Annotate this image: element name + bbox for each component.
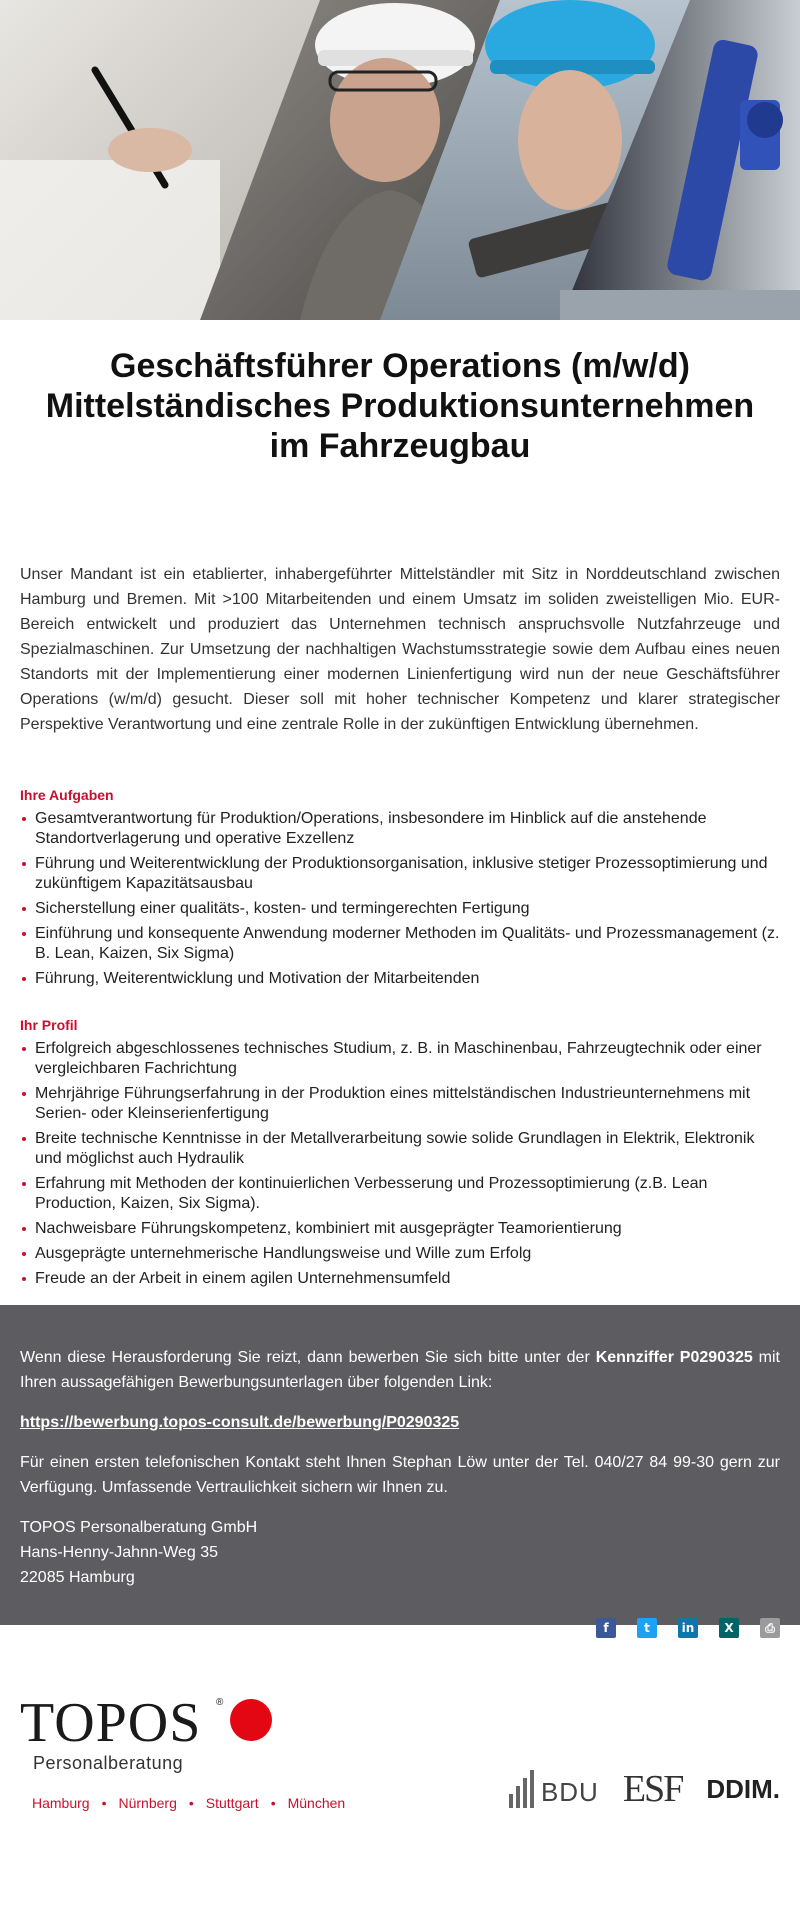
bdu-bar-icon bbox=[516, 1786, 520, 1808]
facebook-icon[interactable]: f bbox=[596, 1618, 616, 1638]
bdu-logo bbox=[509, 1770, 599, 1808]
office-locations bbox=[32, 1795, 345, 1811]
job-title-line-1: Geschäftsführer Operations (m/w/d) bbox=[110, 347, 690, 385]
company-name: TOPOS Personalberatung GmbH bbox=[20, 1519, 258, 1536]
apply-text bbox=[20, 1345, 780, 1395]
list-item: Mehrjährige Führungserfahrung in der Produktion eines mittelständischen Industrieunternehmens mit Serien- oder Kleinserienfertigung bbox=[35, 1084, 780, 1124]
footer bbox=[0, 1625, 800, 1835]
list-item: Nachweisbare Führungskompetenz, kombiniert mit ausgeprägter Teamorientierung bbox=[35, 1219, 780, 1239]
separator: • bbox=[270, 1795, 276, 1811]
hero-illustration bbox=[0, 0, 800, 320]
job-title-line-2: Mittelständisches Produktionsunternehmen bbox=[45, 387, 755, 425]
bdu-bar-icon bbox=[523, 1778, 527, 1808]
phone-text: Für einen ersten telefonischen Kontakt steht Ihnen Stephan Löw unter der Tel. 040/27 84 99-30 gern zur Verfügung. Umfassende Vertraulichkeit sichern wir Ihnen zu. bbox=[20, 1454, 780, 1496]
list-item: Breite technische Kenntnisse in der Metallverarbeitung sowie solide Grundlagen in Elektrik, Elektronik und möglichst auch Hydraulik bbox=[35, 1129, 780, 1169]
city-hamburg: Hamburg bbox=[32, 1795, 90, 1811]
application-link[interactable]: https://bewerbung.topos-consult.de/bewerbung/P0290325 bbox=[20, 1414, 460, 1431]
tasks-heading: Ihre Aufgaben bbox=[20, 787, 114, 803]
company-street: Hans-Henny-Jahnn-Weg 35 bbox=[20, 1544, 219, 1561]
twitter-icon[interactable]: t bbox=[637, 1618, 657, 1638]
list-item: Führung, Weiterentwicklung und Motivation der Mitarbeitenden bbox=[35, 969, 780, 989]
tasks-list bbox=[0, 809, 800, 989]
job-title-line-3: im Fahrzeugbau bbox=[269, 427, 531, 465]
list-item: Führung und Weiterentwicklung der Produktionsorganisation, inklusive stetiger Prozessoptimierung und zukünftigem Kapazitätsausbau bbox=[35, 854, 780, 894]
profile-list bbox=[0, 1039, 800, 1289]
print-icon[interactable]: ⎙ bbox=[760, 1618, 780, 1638]
bdu-text: BDU bbox=[540, 1777, 599, 1807]
job-title-block bbox=[0, 320, 800, 466]
association-logos bbox=[509, 1767, 780, 1811]
list-item: Sicherstellung einer qualitäts-, kosten- und termingerechten Fertigung bbox=[35, 899, 780, 919]
separator: • bbox=[188, 1795, 194, 1811]
logo-registered-mark: ® bbox=[216, 1697, 224, 1708]
list-item: Gesamtverantwortung für Produktion/Operations, insbesondere im Hinblick auf die anstehende Standortverlagerung und operative Exzellenz bbox=[35, 809, 780, 849]
job-title bbox=[30, 346, 770, 466]
job-intro: Unser Mandant ist ein etablierter, inhabergeführter Mittelständler mit Sitz in Norddeutschland zwischen Hamburg und Bremen. Mit >100 Mitarbeitenden und einem Umsatz im soliden zweistelligen Mio. EUR-Bereich entwickelt und produziert das Unternehmen technisch anspruchsvolle Nutzfahrzeuge und Spezialmaschinen. Zur Umsetzung der nachhaltigen Wachstumsstrategie sowie dem Aufbau eines neuen Standorts mit der Implementierung einer modernen Linienfertigung wird nun der neue Geschäftsführer Operations (w/m/d) gesucht. Dieser soll mit hoher technischer Kompetenz und klarer strategischer Perspektive Verantwortung und eine zentrale Rolle in der zukünftigen Entwicklung übernehmen. bbox=[20, 566, 780, 733]
bdu-bar-icon bbox=[509, 1794, 513, 1808]
separator: • bbox=[101, 1795, 107, 1811]
apply-text-after: mit Ihren aussagefähigen Bewerbungsunterlagen über folgenden Link: bbox=[20, 1349, 781, 1391]
logo-subtitle: Personalberatung bbox=[33, 1753, 184, 1773]
list-item: Freude an der Arbeit in einem agilen Unternehmensumfeld bbox=[35, 1269, 780, 1289]
logo-wordmark: TOPOS bbox=[20, 1692, 202, 1754]
apply-text-before: Wenn diese Herausforderung Sie reizt, dann bewerben Sie sich bitte unter der bbox=[20, 1349, 596, 1366]
topos-logo bbox=[20, 1692, 224, 1773]
list-item: Erfahrung mit Methoden der kontinuierlichen Verbesserung und Prozessoptimierung (z.B. Lean Production, Kaizen, Six Sigma). bbox=[35, 1174, 780, 1214]
company-address bbox=[20, 1515, 780, 1590]
list-item: Erfolgreich abgeschlossenes technisches Studium, z. B. in Maschinenbau, Fahrzeugtechnik oder einer vergleichbaren Fachrichtung bbox=[35, 1039, 780, 1079]
city-nuernberg: Nürnberg bbox=[118, 1795, 177, 1811]
list-item: Ausgeprägte unternehmerische Handlungsweise und Wille zum Erfolg bbox=[35, 1244, 780, 1264]
company-city: 22085 Hamburg bbox=[20, 1569, 135, 1586]
profile-heading: Ihr Profil bbox=[20, 1017, 78, 1033]
xing-icon[interactable]: X bbox=[719, 1618, 739, 1638]
esf-logo: ESF bbox=[622, 1768, 683, 1810]
reference-number: Kennziffer P0290325 bbox=[595, 1349, 753, 1366]
linkedin-icon[interactable]: in bbox=[678, 1618, 698, 1638]
contact-section bbox=[0, 1305, 800, 1635]
city-muenchen: München bbox=[287, 1795, 346, 1811]
ddim-logo: DDIM. bbox=[706, 1773, 780, 1804]
logo-dot-icon bbox=[230, 1699, 272, 1741]
city-stuttgart: Stuttgart bbox=[205, 1795, 259, 1811]
list-item: Einführung und konsequente Anwendung moderner Methoden im Qualitäts- und Prozessmanagement (z. B. Lean, Kaizen, Six Sigma) bbox=[35, 925, 780, 962]
hero-image bbox=[0, 0, 800, 320]
bdu-bar-icon bbox=[530, 1770, 534, 1808]
